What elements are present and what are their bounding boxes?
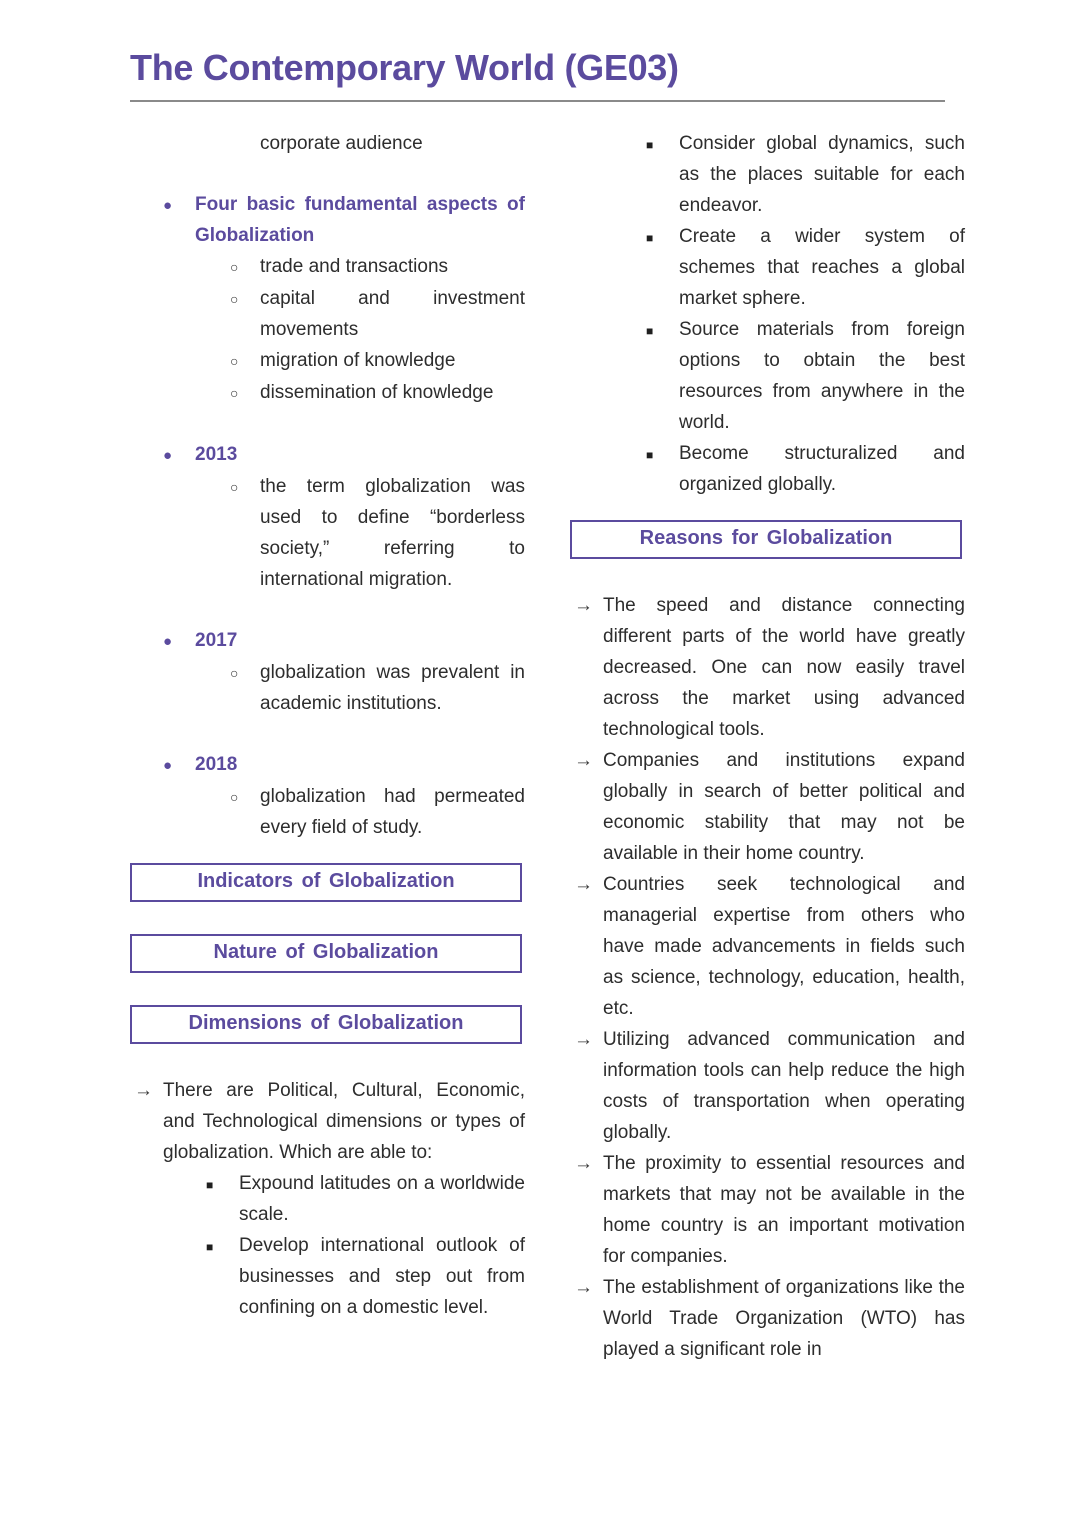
page-title: The Contemporary World (GE03) xyxy=(130,47,679,88)
arrow-bullet-icon: → xyxy=(574,1153,593,1175)
item-text: Consider global dynamics, such as the places suitable for each endeavor. xyxy=(679,133,965,217)
item-text: Source materials from foreign options to obtain the best resources from anywhere in the world. xyxy=(679,319,965,434)
item-text: globalization was prevalent in academic institutions. xyxy=(260,662,525,715)
circle-bullet-icon: ○ xyxy=(230,789,239,806)
circle-bullet-icon: ○ xyxy=(230,259,239,276)
topic-heading-item xyxy=(130,439,525,471)
item-text: migration of knowledge xyxy=(260,350,456,372)
square-bullet-icon: ■ xyxy=(646,231,654,246)
square-bullet-item xyxy=(130,1230,525,1323)
topic-heading-item xyxy=(130,625,525,657)
continuation-text xyxy=(130,128,525,159)
section-header-box xyxy=(130,934,522,973)
box-label: Reasons for Globalization xyxy=(639,527,893,550)
topic-heading-item xyxy=(130,749,525,781)
arrow-bullet-item xyxy=(570,869,965,1024)
item-text: There are Political, Cultural, Economic, and Technological dimensions or types of globalization. Which are able to: xyxy=(163,1080,525,1164)
circle-bullet-icon: ○ xyxy=(230,353,239,370)
topic-heading-item xyxy=(130,189,525,251)
arrow-bullet-icon: → xyxy=(574,874,593,896)
square-bullet-icon: ■ xyxy=(206,1178,214,1193)
arrow-bullet-item xyxy=(570,1148,965,1272)
item-text: The proximity to essential resources and markets that may not be available in the home country is an important motivation for companies. xyxy=(603,1153,965,1268)
item-text: Expound latitudes on a worldwide scale. xyxy=(239,1173,525,1226)
item-text: capital and investment movements xyxy=(260,288,525,341)
arrow-bullet-item xyxy=(130,1075,525,1168)
sub-bullet-item xyxy=(130,781,525,843)
item-text: The establishment of organizations like the World Trade Organization (WTO) has played a significant role in xyxy=(603,1277,965,1361)
circle-bullet-icon: ○ xyxy=(230,665,239,682)
arrow-bullet-icon: → xyxy=(574,750,593,772)
content-columns xyxy=(130,128,965,1365)
box-label: Nature of Globalization xyxy=(213,941,439,964)
disc-bullet-icon: ● xyxy=(163,197,173,215)
square-bullet-item xyxy=(570,128,965,221)
item-text: globalization had permeated every field of study. xyxy=(260,786,525,839)
arrow-bullet-icon: → xyxy=(574,1277,593,1299)
item-text: Become structuralized and organized globally. xyxy=(679,443,965,496)
item-text: The speed and distance connecting different parts of the world have greatly decreased. One can now easily travel across the market using advanced technological tools. xyxy=(603,595,965,741)
sub-bullet-item xyxy=(130,345,525,377)
item-text: Utilizing advanced communication and information tools can help reduce the high costs of transportation when operating globally. xyxy=(603,1029,965,1144)
disc-bullet-icon: ● xyxy=(163,447,173,465)
square-bullet-icon: ■ xyxy=(646,448,654,463)
box-label: Indicators of Globalization xyxy=(197,870,455,893)
sub-bullet-item xyxy=(130,251,525,283)
arrow-bullet-icon: → xyxy=(574,595,593,617)
left-column xyxy=(130,128,525,1323)
arrow-bullet-icon: → xyxy=(574,1029,593,1051)
section-header-box xyxy=(130,863,522,902)
circle-bullet-icon: ○ xyxy=(230,385,239,402)
item-text: the term globalization was used to define “borderless society,” referring to international migration. xyxy=(260,476,525,591)
arrow-bullet-item xyxy=(570,1272,965,1365)
item-text: Countries seek technological and managerial expertise from others who have made advancements in fields such as science, technology, education, health, etc. xyxy=(603,874,965,1020)
item-text: Create a wider system of schemes that reaches a global market sphere. xyxy=(679,226,965,310)
disc-bullet-icon: ● xyxy=(163,757,173,775)
disc-bullet-icon: ● xyxy=(163,633,173,651)
circle-bullet-icon: ○ xyxy=(230,479,239,496)
section-header-box xyxy=(570,520,962,559)
item-text: dissemination of knowledge xyxy=(260,382,494,404)
circle-bullet-icon: ○ xyxy=(230,291,239,308)
square-bullet-item xyxy=(570,314,965,438)
item-text: Companies and institutions expand globally in search of better political and economic stability that may not be available in their home country. xyxy=(603,750,965,865)
item-text: Four basic fundamental aspects of Globalization xyxy=(195,194,525,247)
item-text: trade and transactions xyxy=(260,256,449,278)
square-bullet-item xyxy=(130,1168,525,1230)
arrow-bullet-item xyxy=(570,1024,965,1148)
arrow-bullet-icon: → xyxy=(134,1080,153,1102)
item-text: 2017 xyxy=(195,630,238,652)
item-text: 2018 xyxy=(195,754,238,776)
sub-bullet-item xyxy=(130,377,525,409)
item-text: Develop international outlook of businesses and step out from confining on a domestic level. xyxy=(239,1235,525,1319)
item-text: 2013 xyxy=(195,444,238,466)
sub-bullet-item xyxy=(130,283,525,345)
square-bullet-icon: ■ xyxy=(646,138,654,153)
box-label: Dimensions of Globalization xyxy=(188,1012,464,1035)
arrow-bullet-item xyxy=(570,590,965,745)
right-column xyxy=(570,128,965,1365)
item-text: corporate audience xyxy=(260,133,423,155)
section-header-box xyxy=(130,1005,522,1044)
square-bullet-icon: ■ xyxy=(206,1240,214,1255)
sub-bullet-item xyxy=(130,657,525,719)
sub-bullet-item xyxy=(130,471,525,595)
arrow-bullet-item xyxy=(570,745,965,869)
square-bullet-item xyxy=(570,221,965,314)
square-bullet-item xyxy=(570,438,965,500)
title-divider xyxy=(130,100,945,102)
square-bullet-icon: ■ xyxy=(646,324,654,339)
